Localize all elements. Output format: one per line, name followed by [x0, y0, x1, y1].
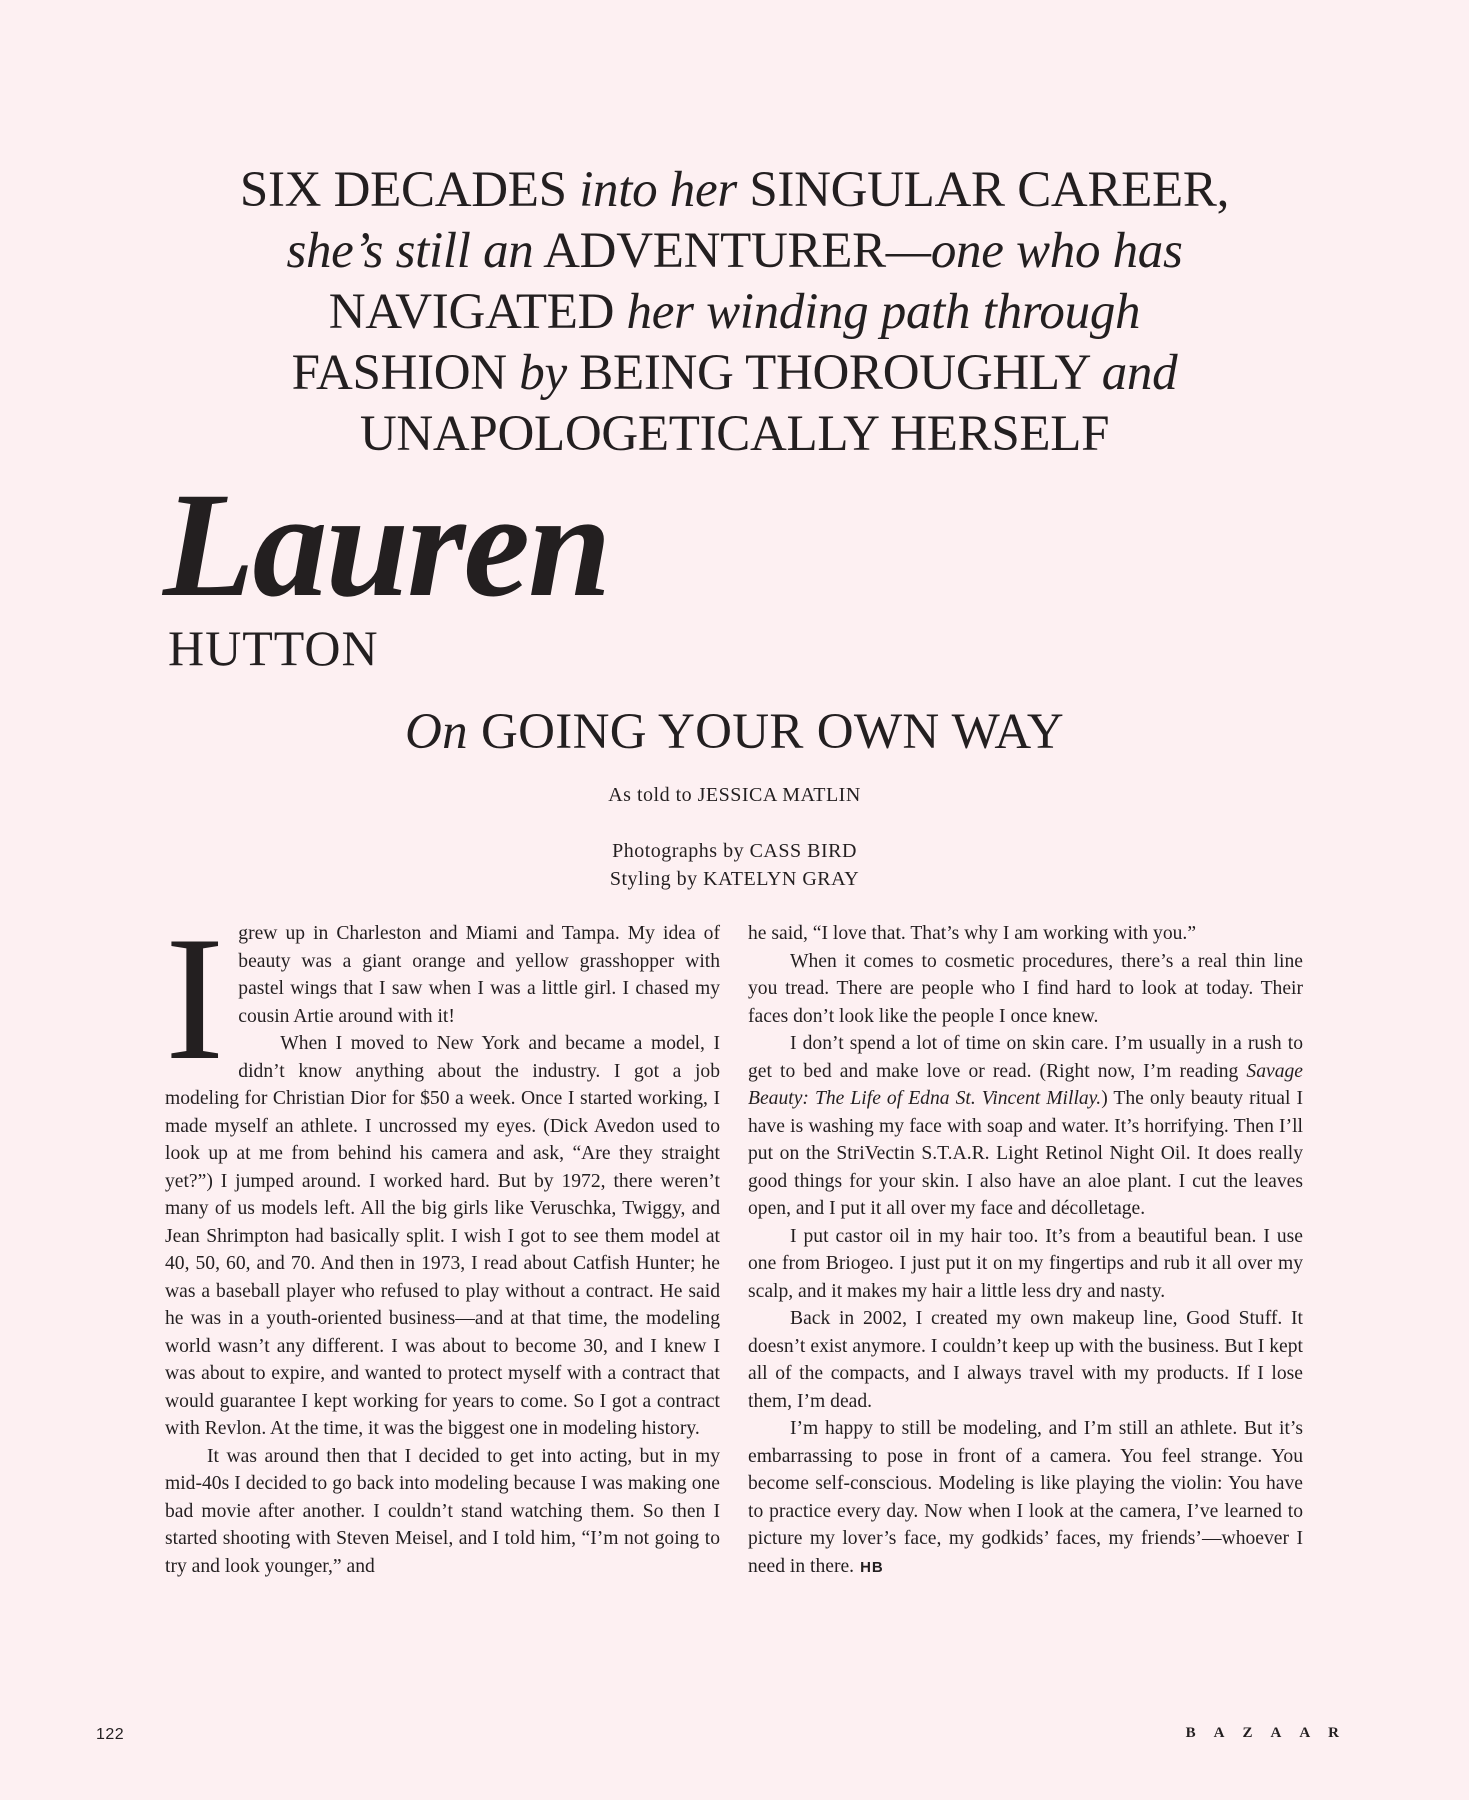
deck-line-1: SIX DECADES into her SINGULAR CAREER, [239, 162, 1230, 218]
body-paragraph: I’m happy to still be modeling, and I’m still an athlete. But it’s embarrassing to pose in front of a camera. You feel strange. You become self-conscious. Modeling is like playing the violin: You have to practice every day. Now when I look at the camera, I’ve learned to picture my lover’s face, my godkids’ faces, my friends’—whoever I need in there. HB [748, 1418, 1303, 1577]
body-paragraph: It was around then that I decided to get into acting, but in my mid-40s I decided to go back into modeling because I was making one bad movie after another. I couldn’t stand watching them. So then I started shooting with Steven Meisel, and I told him, “I’m not going to try and look younger,” and [165, 1445, 720, 1577]
magazine-name: BAZAAR [1185, 1725, 1357, 1741]
body-column-right [748, 920, 1303, 1581]
deck-line-4: FASHION by BEING THOROUGHLY and [291, 345, 1178, 401]
body-paragraph: When it comes to cosmetic procedures, there’s a real thin line you tread. There are people who I find hard to look at today. Their faces don’t look like the people I once knew. [748, 950, 1303, 1027]
body-paragraph: I put castor oil in my hair too. It’s from a beautiful bean. I use one from Briogeo. I just put it on my fingertips and rub it all over my scalp, and it makes my hair a little less dry and nasty. [748, 1225, 1303, 1302]
deck-headline [120, 160, 1349, 465]
deck-line-2: she’s still an ADVENTURER—one who has [286, 223, 1183, 279]
name-last: HUTTON [168, 620, 379, 676]
book-title: Savage Beauty: The Life of Edna St. Vincent Millay. [748, 1060, 1303, 1109]
body-paragraph: I don’t spend a lot of time on skin care. I’m usually in a rush to get to bed and make love or read. (Right now, I’m reading Savage Beauty: The Life of Edna St. Vincent Millay.) The only beauty ritual I have is washing my face with soap and water. It’s horrifying. Then I’ll put on the StriVectin S.T.A.R. Light Retinol Night Oil. It does really good things for your skin. I also have an aloe plant. I cut the leaves open, and I put it all over my face and décolletage. [748, 1033, 1303, 1219]
body-paragraph: When I moved to New York and became a model, I didn’t know anything about the industry. I got a job modeling for Christian Dior for $50 a week. Once I started working, I made myself an athlete. I uncrossed my eyes. (Dick Avedon used to look up at me from behind his camera and ask, “Are they straight yet?”) I jumped around. I worked hard. But by 1972, there weren’t many of us models left. All the big girls like Veruschka, Twiggy, and Jean Shrimpton had basically split. I wish I got to see them model at 40, 50, 60, and 70. And then in 1973, I read about Catfish Hunter; he was a baseball player who refused to play without a contract. He said he was in a youth-oriented business—and at that time, the modeling world wasn’t any different. I was about to become 30, and I knew I was about to expire, and wanted to protect myself with a contract that would guarantee I kept working for years to come. So I got a contract with Revlon. At the time, it was the biggest one in modeling history. [165, 1033, 720, 1439]
body-paragraph: he said, “I love that. That’s why I am working with you.” [748, 923, 1197, 944]
body-column-left [165, 899, 720, 1580]
deck-line-3: NAVIGATED her winding path through [328, 284, 1141, 340]
end-mark: HB [860, 1558, 884, 1576]
drop-cap: I [165, 899, 225, 1097]
credit-told-to: As told to JESSICA MATLIN [608, 784, 861, 806]
page-number: 122 [96, 1726, 125, 1743]
body-paragraph: Back in 2002, I created my own makeup line, Good Stuff. It doesn’t exist anymore. I couldn’t keep up with the business. But I kept all of the compacts, and I always travel with my products. If I lose them, I’m dead. [748, 1308, 1303, 1412]
credit-styling: Styling by KATELYN GRAY [609, 868, 860, 890]
deck-line-5: UNAPOLOGETICALLY HERSELF [359, 406, 1110, 462]
article-subhead: On GOING YOUR OWN WAY [405, 704, 1064, 760]
name-first: Lauren [163, 462, 610, 628]
body-paragraph: Igrew up in Charleston and Miami and Tampa. My idea of beauty was a giant orange and yellow grasshopper with pastel wings that I saw when I was a little girl. I chased my cousin Artie around with it! [165, 899, 720, 1097]
credit-photographs: Photographs by CASS BIRD [612, 840, 857, 862]
